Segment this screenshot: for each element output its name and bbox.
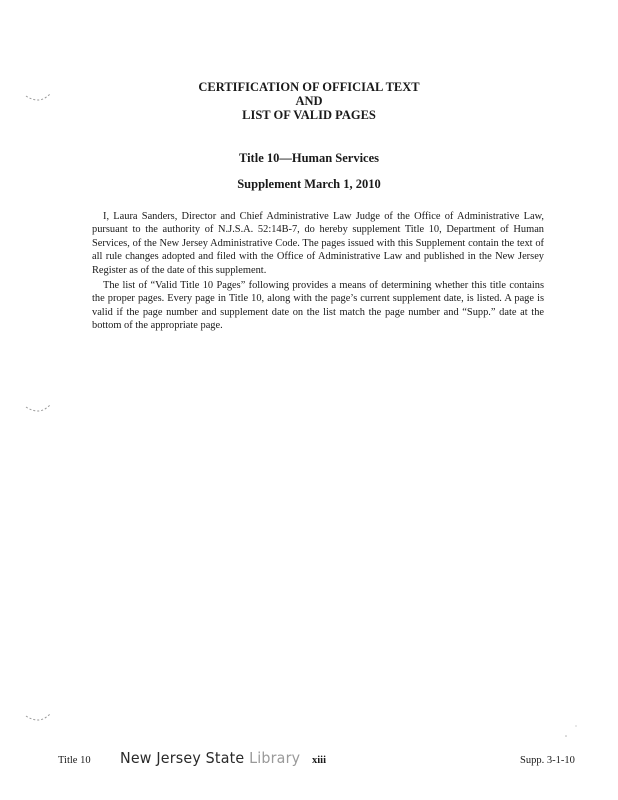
title-line-1: CERTIFICATION OF OFFICIAL TEXT	[198, 80, 420, 94]
footer-supplement-date: Supp. 3-1-10	[520, 755, 575, 766]
library-stamp	[120, 749, 300, 767]
title-line-2: AND	[295, 94, 323, 108]
title-line-3: LIST OF VALID PAGES	[242, 108, 376, 122]
punch-hole-mark-middle	[24, 403, 54, 415]
library-stamp-faded: Library	[249, 749, 301, 767]
punch-hole-mark-top	[24, 92, 54, 104]
library-stamp-main: New Jersey State	[120, 749, 250, 767]
paragraph-valid-pages: The list of “Valid Title 10 Pages” following provides a means of determining whether this title contains the proper pages. Every page in Title 10, along with the page’s current supplement date, is listed. A page is valid if the page number and supplement date on the list match the page number and “Supp.” date at the bottom of the appropriate page.	[92, 280, 544, 332]
title-subject: Title 10—Human Services	[238, 151, 380, 165]
supplement-date: Supplement March 1, 2010	[237, 177, 381, 191]
page-number: xiii	[312, 755, 327, 766]
scan-speck-mark	[562, 722, 582, 742]
paragraph-certification: I, Laura Sanders, Director and Chief Administrative Law Judge of the Office of Administrative Law, pursuant to the authority of N.J.S.A. 52:14B-7, do hereby supplement Title 10, Department of Human Services, of the New Jersey Administrative Code. The pages issued with this Supplement contain the text of all rule changes adopted and filed with the Office of Administrative Law and published in the New Jersey Register as of the date of this supplement.	[92, 211, 544, 276]
punch-hole-mark-bottom	[24, 712, 54, 724]
footer-title: Title 10	[58, 755, 91, 766]
